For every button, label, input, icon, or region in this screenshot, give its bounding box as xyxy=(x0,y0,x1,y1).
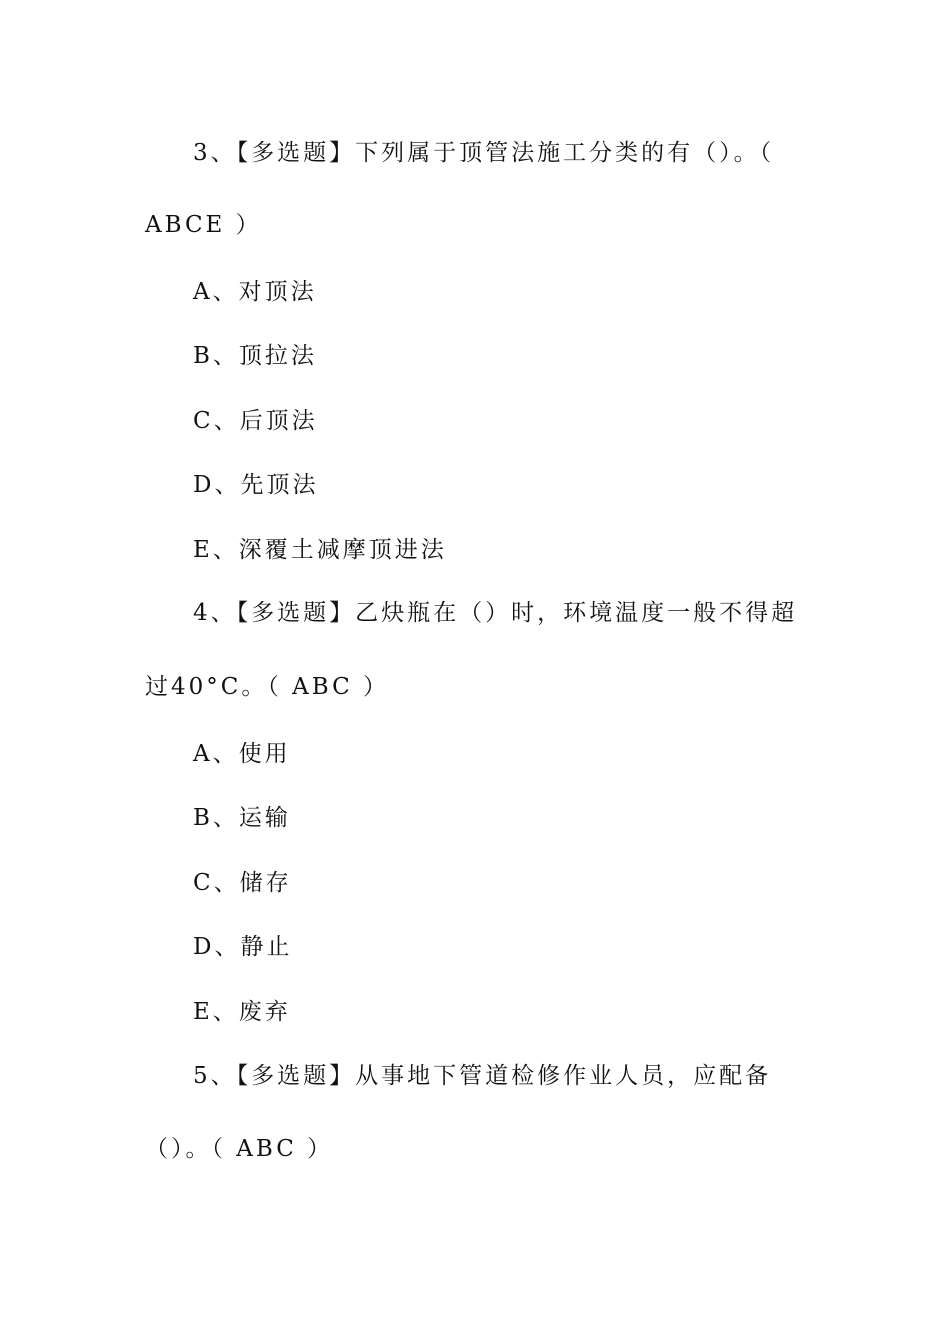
question-3-option-b: B、顶拉法 xyxy=(193,343,317,369)
question-4-option-c: C、储存 xyxy=(193,870,292,896)
question-3-option-e: E、深覆土减摩顶进法 xyxy=(193,537,447,563)
question-3-option-a: A、对顶法 xyxy=(193,279,317,305)
question-3-answer: ABCE ） xyxy=(145,212,262,238)
question-4-option-a: A、使用 xyxy=(193,741,291,767)
question-4-answer: 过40°C。（ ABC ） xyxy=(145,674,390,700)
question-3-option-d: D、先顶法 xyxy=(193,472,319,498)
question-3-stem: 3、【多选题】下列属于顶管法施工分类的有（）。（ xyxy=(193,140,775,166)
question-3-option-c: C、后顶法 xyxy=(193,408,318,434)
question-4-option-e: E、废弃 xyxy=(193,999,291,1025)
question-4-stem: 4、【多选题】乙炔瓶在（）时，环境温度一般不得超 xyxy=(193,600,798,626)
question-4-option-b: B、运输 xyxy=(193,805,291,831)
question-5-answer: （）。（ ABC ） xyxy=(145,1136,334,1162)
question-4-option-d: D、静止 xyxy=(193,934,293,960)
question-5-stem: 5、【多选题】从事地下管道检修作业人员，应配备 xyxy=(193,1063,772,1089)
